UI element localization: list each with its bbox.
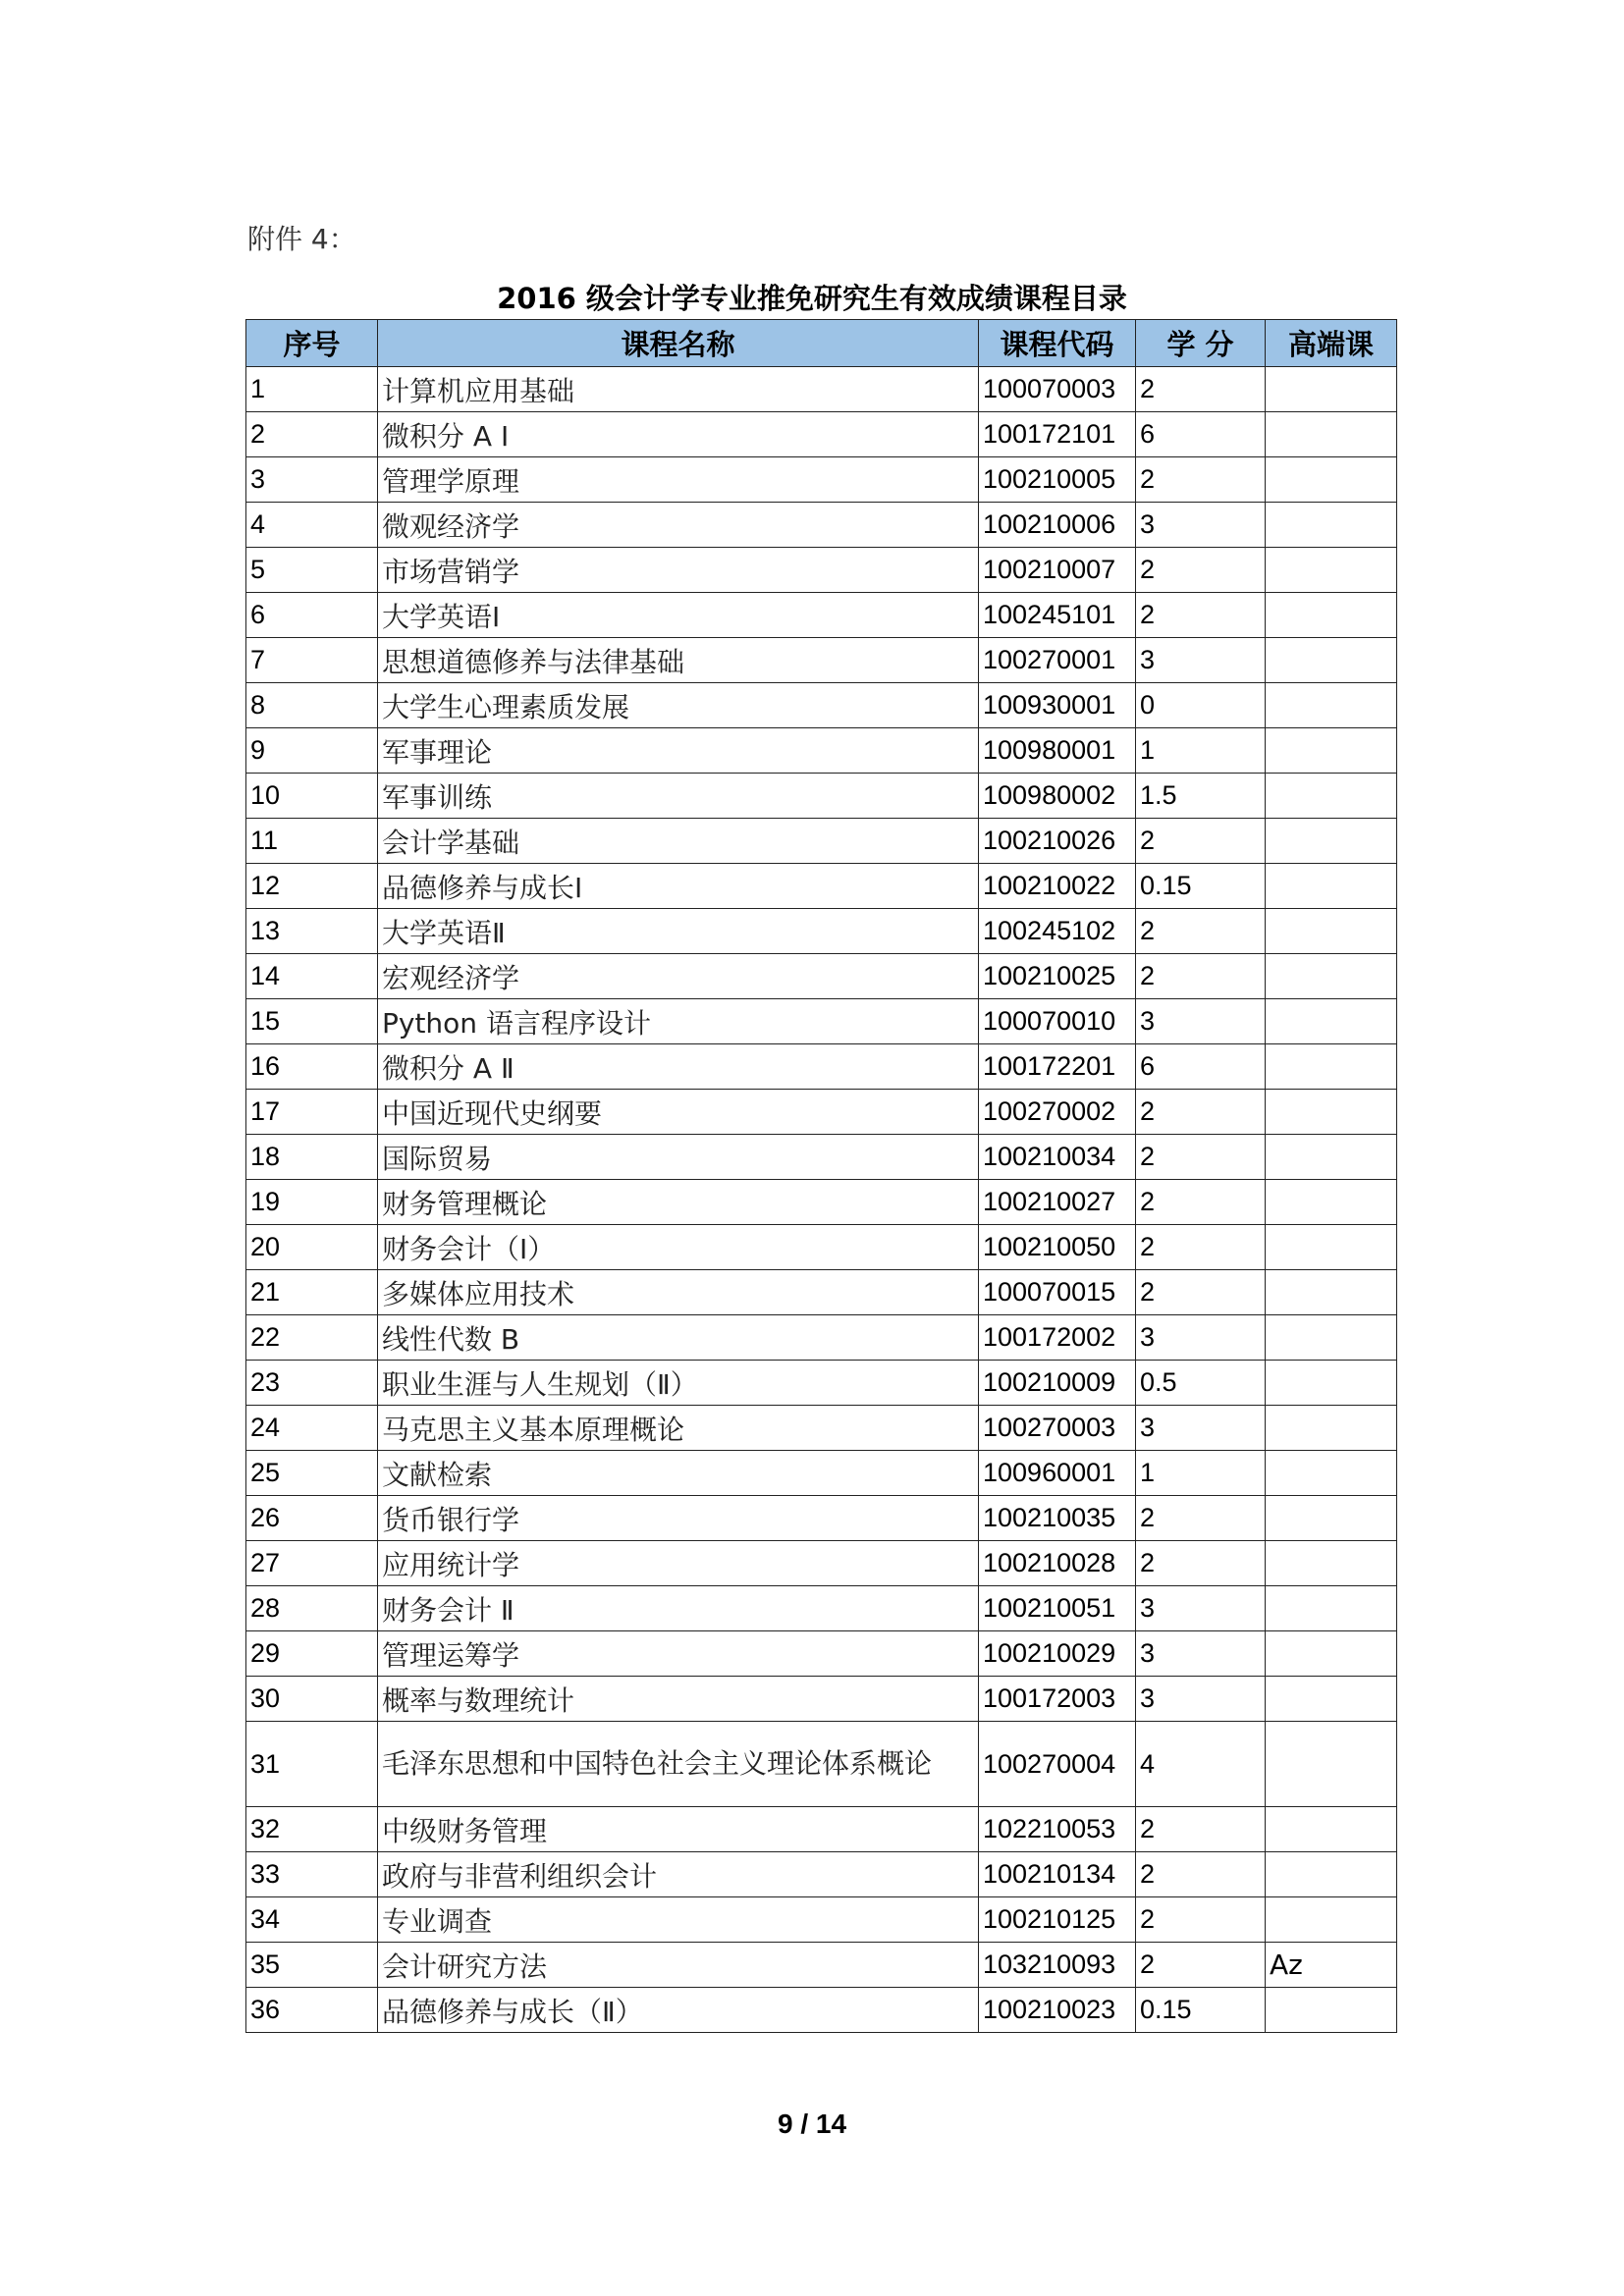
cell-course-code: 100172002 bbox=[979, 1315, 1136, 1361]
cell-credit: 3 bbox=[1136, 1677, 1266, 1722]
cell-seq: 13 bbox=[246, 909, 378, 954]
cell-course-code: 100210051 bbox=[979, 1586, 1136, 1631]
cell-advanced bbox=[1266, 1270, 1397, 1315]
cell-advanced bbox=[1266, 457, 1397, 503]
cell-advanced bbox=[1266, 1135, 1397, 1180]
table-row bbox=[246, 1852, 1397, 1897]
cell-credit: 2 bbox=[1136, 954, 1266, 999]
cell-course-code: 100172003 bbox=[979, 1677, 1136, 1722]
cell-course-name: 会计研究方法 bbox=[378, 1943, 979, 1988]
table-row bbox=[246, 367, 1397, 412]
table-row bbox=[246, 593, 1397, 638]
cell-advanced bbox=[1266, 1807, 1397, 1852]
table-header-row bbox=[246, 320, 1397, 367]
cell-course-code: 100210034 bbox=[979, 1135, 1136, 1180]
cell-advanced bbox=[1266, 1496, 1397, 1541]
cell-advanced bbox=[1266, 638, 1397, 683]
table-row bbox=[246, 1897, 1397, 1943]
cell-course-name: 思想道德修养与法律基础 bbox=[378, 638, 979, 683]
cell-course-code: 100070003 bbox=[979, 367, 1136, 412]
cell-seq: 29 bbox=[246, 1631, 378, 1677]
cell-course-name: 毛泽东思想和中国特色社会主义理论体系概论 bbox=[378, 1722, 979, 1807]
cell-course-name: 大学英语Ⅱ bbox=[378, 909, 979, 954]
table-row bbox=[246, 1090, 1397, 1135]
course-table-body bbox=[246, 367, 1397, 2033]
cell-credit: 0.5 bbox=[1136, 1361, 1266, 1406]
cell-course-code: 100210023 bbox=[979, 1988, 1136, 2033]
cell-credit: 2 bbox=[1136, 1090, 1266, 1135]
table-row bbox=[246, 1586, 1397, 1631]
cell-course-name: 概率与数理统计 bbox=[378, 1677, 979, 1722]
cell-course-code: 100172101 bbox=[979, 412, 1136, 457]
table-row bbox=[246, 1496, 1397, 1541]
cell-seq: 26 bbox=[246, 1496, 378, 1541]
table-row bbox=[246, 412, 1397, 457]
header-course-code: 课程代码 bbox=[979, 320, 1136, 367]
cell-course-name: 微积分 A Ⅰ bbox=[378, 412, 979, 457]
cell-course-code: 100172201 bbox=[979, 1044, 1136, 1090]
attachment-label: 附件 4： bbox=[247, 223, 356, 255]
cell-advanced bbox=[1266, 1677, 1397, 1722]
cell-advanced bbox=[1266, 1180, 1397, 1225]
cell-advanced bbox=[1266, 1315, 1397, 1361]
cell-course-code: 100270003 bbox=[979, 1406, 1136, 1451]
table-row bbox=[246, 1722, 1397, 1807]
cell-course-name: 管理学原理 bbox=[378, 457, 979, 503]
cell-credit: 2 bbox=[1136, 819, 1266, 864]
cell-course-code: 100210007 bbox=[979, 548, 1136, 593]
table-row bbox=[246, 1988, 1397, 2033]
cell-course-name: 多媒体应用技术 bbox=[378, 1270, 979, 1315]
cell-credit: 3 bbox=[1136, 1586, 1266, 1631]
cell-seq: 25 bbox=[246, 1451, 378, 1496]
cell-advanced bbox=[1266, 1541, 1397, 1586]
cell-credit: 3 bbox=[1136, 503, 1266, 548]
table-row bbox=[246, 1451, 1397, 1496]
cell-credit: 2 bbox=[1136, 593, 1266, 638]
table-row bbox=[246, 1631, 1397, 1677]
table-row bbox=[246, 1044, 1397, 1090]
cell-advanced bbox=[1266, 1451, 1397, 1496]
cell-course-name: 市场营销学 bbox=[378, 548, 979, 593]
cell-course-name: 职业生涯与人生规划（Ⅱ） bbox=[378, 1361, 979, 1406]
cell-advanced bbox=[1266, 909, 1397, 954]
cell-advanced bbox=[1266, 412, 1397, 457]
cell-course-name: 军事训练 bbox=[378, 774, 979, 819]
cell-advanced bbox=[1266, 1586, 1397, 1631]
cell-seq: 7 bbox=[246, 638, 378, 683]
cell-seq: 33 bbox=[246, 1852, 378, 1897]
cell-course-code: 100210025 bbox=[979, 954, 1136, 999]
cell-credit: 2 bbox=[1136, 1897, 1266, 1943]
table-row bbox=[246, 1807, 1397, 1852]
cell-course-code: 100245102 bbox=[979, 909, 1136, 954]
cell-credit: 6 bbox=[1136, 1044, 1266, 1090]
cell-credit: 2 bbox=[1136, 457, 1266, 503]
header-course-name: 课程名称 bbox=[378, 320, 979, 367]
document-title: 2016 级会计学专业推免研究生有效成绩课程目录 bbox=[497, 282, 1127, 315]
cell-credit: 2 bbox=[1136, 367, 1266, 412]
cell-course-name: 货币银行学 bbox=[378, 1496, 979, 1541]
cell-credit: 3 bbox=[1136, 1406, 1266, 1451]
table-row bbox=[246, 728, 1397, 774]
table-row bbox=[246, 1135, 1397, 1180]
cell-course-code: 102210053 bbox=[979, 1807, 1136, 1852]
cell-advanced bbox=[1266, 1722, 1397, 1807]
cell-advanced bbox=[1266, 1406, 1397, 1451]
cell-course-name: 财务会计 Ⅱ bbox=[378, 1586, 979, 1631]
cell-seq: 4 bbox=[246, 503, 378, 548]
cell-seq: 30 bbox=[246, 1677, 378, 1722]
cell-course-name: 宏观经济学 bbox=[378, 954, 979, 999]
table-row bbox=[246, 864, 1397, 909]
cell-advanced bbox=[1266, 1090, 1397, 1135]
cell-course-name: 中国近现代史纲要 bbox=[378, 1090, 979, 1135]
cell-seq: 1 bbox=[246, 367, 378, 412]
cell-course-name: 管理运筹学 bbox=[378, 1631, 979, 1677]
cell-credit: 2 bbox=[1136, 1852, 1266, 1897]
table-row bbox=[246, 909, 1397, 954]
cell-course-name: 国际贸易 bbox=[378, 1135, 979, 1180]
cell-course-code: 100210009 bbox=[979, 1361, 1136, 1406]
cell-advanced bbox=[1266, 683, 1397, 728]
cell-advanced bbox=[1266, 1988, 1397, 2033]
table-row bbox=[246, 999, 1397, 1044]
cell-advanced bbox=[1266, 954, 1397, 999]
cell-seq: 14 bbox=[246, 954, 378, 999]
cell-course-code: 100270002 bbox=[979, 1090, 1136, 1135]
cell-course-name: Python 语言程序设计 bbox=[378, 999, 979, 1044]
cell-seq: 19 bbox=[246, 1180, 378, 1225]
cell-credit: 2 bbox=[1136, 1180, 1266, 1225]
cell-seq: 31 bbox=[246, 1722, 378, 1807]
cell-seq: 20 bbox=[246, 1225, 378, 1270]
table-row bbox=[246, 457, 1397, 503]
cell-credit: 3 bbox=[1136, 1631, 1266, 1677]
table-row bbox=[246, 1270, 1397, 1315]
cell-course-name: 品德修养与成长Ⅰ bbox=[378, 864, 979, 909]
cell-course-name: 计算机应用基础 bbox=[378, 367, 979, 412]
cell-advanced bbox=[1266, 1852, 1397, 1897]
cell-course-name: 大学生心理素质发展 bbox=[378, 683, 979, 728]
table-row bbox=[246, 1361, 1397, 1406]
cell-advanced: Az bbox=[1266, 1943, 1397, 1988]
cell-advanced bbox=[1266, 367, 1397, 412]
table-row bbox=[246, 683, 1397, 728]
table-row bbox=[246, 819, 1397, 864]
cell-course-code: 100210050 bbox=[979, 1225, 1136, 1270]
cell-credit: 1 bbox=[1136, 1451, 1266, 1496]
cell-course-name: 品德修养与成长（Ⅱ） bbox=[378, 1988, 979, 2033]
cell-course-code: 100270001 bbox=[979, 638, 1136, 683]
cell-seq: 28 bbox=[246, 1586, 378, 1631]
cell-seq: 36 bbox=[246, 1988, 378, 2033]
cell-seq: 17 bbox=[246, 1090, 378, 1135]
cell-advanced bbox=[1266, 1361, 1397, 1406]
header-advanced: 高端课 bbox=[1266, 320, 1397, 367]
cell-seq: 24 bbox=[246, 1406, 378, 1451]
cell-credit: 2 bbox=[1136, 1496, 1266, 1541]
table-row bbox=[246, 638, 1397, 683]
cell-course-name: 政府与非营利组织会计 bbox=[378, 1852, 979, 1897]
cell-course-code: 100070010 bbox=[979, 999, 1136, 1044]
cell-credit: 2 bbox=[1136, 1225, 1266, 1270]
cell-course-name: 军事理论 bbox=[378, 728, 979, 774]
cell-seq: 5 bbox=[246, 548, 378, 593]
cell-course-code: 100210134 bbox=[979, 1852, 1136, 1897]
cell-course-name: 中级财务管理 bbox=[378, 1807, 979, 1852]
cell-course-code: 100210028 bbox=[979, 1541, 1136, 1586]
cell-credit: 3 bbox=[1136, 1315, 1266, 1361]
cell-seq: 10 bbox=[246, 774, 378, 819]
cell-course-code: 103210093 bbox=[979, 1943, 1136, 1988]
table-row bbox=[246, 1943, 1397, 1988]
cell-advanced bbox=[1266, 1044, 1397, 1090]
cell-advanced bbox=[1266, 548, 1397, 593]
cell-seq: 32 bbox=[246, 1807, 378, 1852]
cell-seq: 11 bbox=[246, 819, 378, 864]
table-row bbox=[246, 1315, 1397, 1361]
cell-credit: 2 bbox=[1136, 1270, 1266, 1315]
table-row bbox=[246, 1225, 1397, 1270]
header-credit: 学 分 bbox=[1136, 320, 1266, 367]
cell-advanced bbox=[1266, 1897, 1397, 1943]
cell-course-code: 100210027 bbox=[979, 1180, 1136, 1225]
cell-credit: 0.15 bbox=[1136, 1988, 1266, 2033]
cell-credit: 2 bbox=[1136, 1943, 1266, 1988]
cell-advanced bbox=[1266, 864, 1397, 909]
cell-seq: 18 bbox=[246, 1135, 378, 1180]
cell-credit: 0 bbox=[1136, 683, 1266, 728]
cell-seq: 22 bbox=[246, 1315, 378, 1361]
cell-seq: 6 bbox=[246, 593, 378, 638]
cell-course-code: 100960001 bbox=[979, 1451, 1136, 1496]
cell-seq: 9 bbox=[246, 728, 378, 774]
table-row bbox=[246, 1677, 1397, 1722]
cell-course-code: 100270004 bbox=[979, 1722, 1136, 1807]
cell-credit: 1 bbox=[1136, 728, 1266, 774]
cell-course-name: 会计学基础 bbox=[378, 819, 979, 864]
cell-course-name: 微观经济学 bbox=[378, 503, 979, 548]
cell-advanced bbox=[1266, 1225, 1397, 1270]
cell-course-name: 微积分 A Ⅱ bbox=[378, 1044, 979, 1090]
cell-credit: 2 bbox=[1136, 1135, 1266, 1180]
cell-advanced bbox=[1266, 1631, 1397, 1677]
course-table bbox=[245, 319, 1397, 2033]
cell-course-name: 文献检索 bbox=[378, 1451, 979, 1496]
cell-course-code: 100210006 bbox=[979, 503, 1136, 548]
cell-credit: 2 bbox=[1136, 909, 1266, 954]
table-row bbox=[246, 503, 1397, 548]
cell-seq: 21 bbox=[246, 1270, 378, 1315]
cell-course-name: 大学英语Ⅰ bbox=[378, 593, 979, 638]
table-row bbox=[246, 1541, 1397, 1586]
cell-course-code: 100980001 bbox=[979, 728, 1136, 774]
cell-credit: 1.5 bbox=[1136, 774, 1266, 819]
cell-seq: 15 bbox=[246, 999, 378, 1044]
cell-course-name: 专业调查 bbox=[378, 1897, 979, 1943]
cell-course-code: 100210026 bbox=[979, 819, 1136, 864]
cell-credit: 0.15 bbox=[1136, 864, 1266, 909]
cell-course-code: 100210125 bbox=[979, 1897, 1136, 1943]
cell-course-code: 100210022 bbox=[979, 864, 1136, 909]
table-row bbox=[246, 954, 1397, 999]
cell-seq: 12 bbox=[246, 864, 378, 909]
cell-credit: 3 bbox=[1136, 638, 1266, 683]
cell-course-code: 100210029 bbox=[979, 1631, 1136, 1677]
cell-course-name: 马克思主义基本原理概论 bbox=[378, 1406, 979, 1451]
cell-course-name: 财务会计（Ⅰ） bbox=[378, 1225, 979, 1270]
cell-course-name: 线性代数 B bbox=[378, 1315, 979, 1361]
header-seq: 序号 bbox=[246, 320, 378, 367]
table-row bbox=[246, 1406, 1397, 1451]
cell-advanced bbox=[1266, 774, 1397, 819]
cell-course-name: 财务管理概论 bbox=[378, 1180, 979, 1225]
cell-advanced bbox=[1266, 503, 1397, 548]
cell-advanced bbox=[1266, 999, 1397, 1044]
cell-advanced bbox=[1266, 593, 1397, 638]
table-row bbox=[246, 548, 1397, 593]
table-row bbox=[246, 774, 1397, 819]
cell-course-code: 100930001 bbox=[979, 683, 1136, 728]
cell-course-code: 100070015 bbox=[979, 1270, 1136, 1315]
cell-seq: 35 bbox=[246, 1943, 378, 1988]
cell-advanced bbox=[1266, 819, 1397, 864]
cell-credit: 6 bbox=[1136, 412, 1266, 457]
cell-credit: 4 bbox=[1136, 1722, 1266, 1807]
cell-course-name: 应用统计学 bbox=[378, 1541, 979, 1586]
cell-advanced bbox=[1266, 728, 1397, 774]
cell-credit: 2 bbox=[1136, 548, 1266, 593]
cell-credit: 2 bbox=[1136, 1807, 1266, 1852]
cell-seq: 34 bbox=[246, 1897, 378, 1943]
cell-seq: 8 bbox=[246, 683, 378, 728]
cell-credit: 3 bbox=[1136, 999, 1266, 1044]
cell-seq: 2 bbox=[246, 412, 378, 457]
cell-seq: 3 bbox=[246, 457, 378, 503]
cell-course-code: 100210035 bbox=[979, 1496, 1136, 1541]
cell-seq: 27 bbox=[246, 1541, 378, 1586]
cell-course-code: 100210005 bbox=[979, 457, 1136, 503]
cell-seq: 23 bbox=[246, 1361, 378, 1406]
cell-credit: 2 bbox=[1136, 1541, 1266, 1586]
page-number: 9 / 14 bbox=[777, 2109, 847, 2139]
table-row bbox=[246, 1180, 1397, 1225]
cell-seq: 16 bbox=[246, 1044, 378, 1090]
cell-course-code: 100245101 bbox=[979, 593, 1136, 638]
cell-course-code: 100980002 bbox=[979, 774, 1136, 819]
